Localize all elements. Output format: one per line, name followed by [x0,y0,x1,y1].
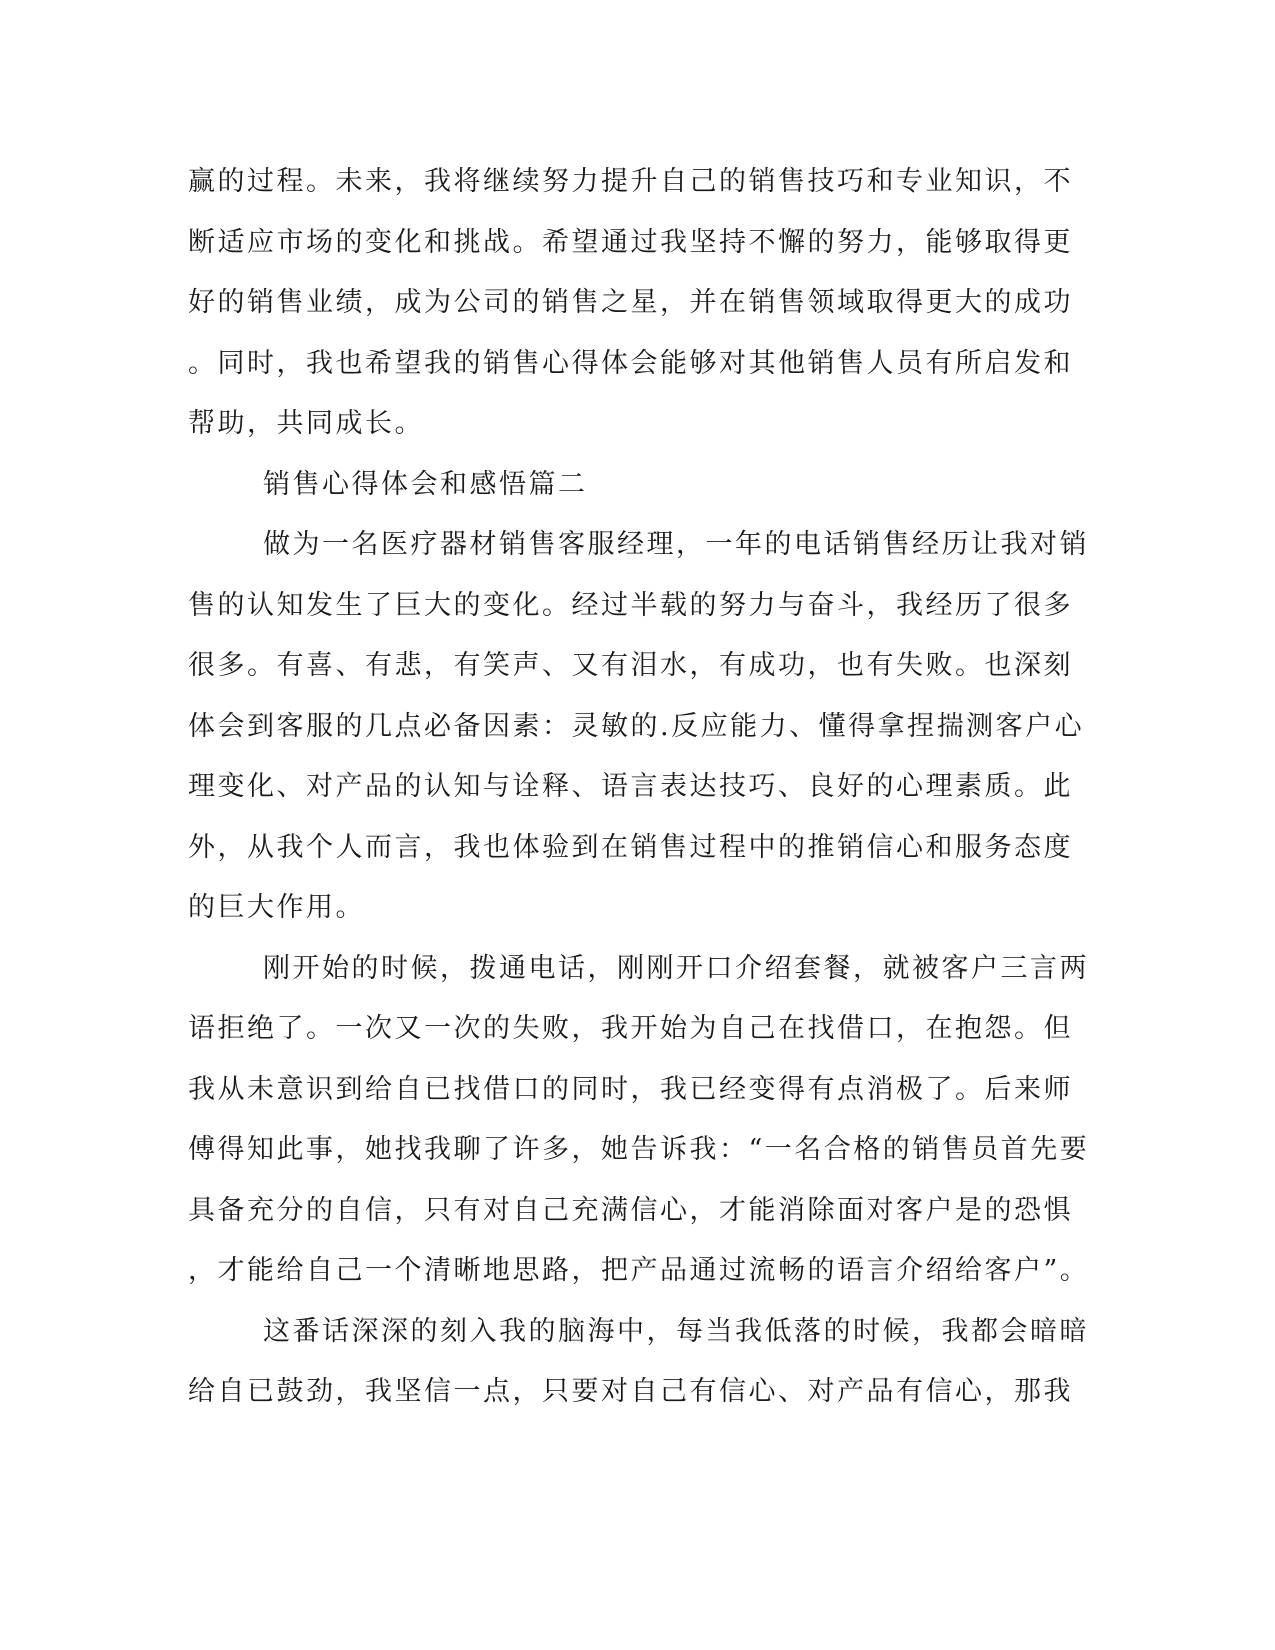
body-line: 傅得知此事，她找我聊了许多，她告诉我：“一名合格的销售员首先要 [188,1134,1090,1165]
body-line: 语拒绝了。一次又一次的失败，我开始为自己在找借口，在抱怨。但 [188,1013,1073,1044]
paragraph-first-line: 做为一名医疗器材销售客服经理，一年的电话销售经历让我对销 [263,529,1089,560]
body-line: 理变化、对产品的认知与诠释、语言表达技巧、良好的心理素质。此 [188,771,1073,802]
document-body [188,152,1090,1423]
body-line: 具备充分的自信，只有对自己充满信心，才能消除面对客户是的恐惧 [188,1194,1073,1226]
body-line: 断适应市场的变化和挑战。希望通过我坚持不懈的努力，能够取得更 [188,226,1073,258]
paragraph-first-line: 刚开始的时候，拨通电话，刚刚开口介绍套餐，就被客户三言两 [263,952,1089,984]
body-line: 我从未意识到给自已找借口的同时，我已经变得有点消极了。后来师 [188,1073,1073,1105]
body-line: 售的认知发生了巨大的变化。经过半载的努力与奋斗，我经历了很多 [188,589,1073,621]
body-line: 好的销售业绩，成为公司的销售之星，并在销售领域取得更大的成功 [188,287,1073,318]
body-line: 体会到客服的几点必备因素：灵敏的.反应能力、懂得拿捏揣测客户心 [188,710,1085,742]
body-line: 帮助，共同成长。 [188,408,424,439]
body-line: 外，从我个人而言，我也体验到在销售过程中的推销信心和服务态度 [188,831,1073,863]
section-heading: 销售心得体会和感悟篇二 [263,468,588,500]
body-line: 赢的过程。未来，我将继续努力提升自己的销售技巧和专业知识，不 [188,166,1073,197]
body-line: ，才能给自己一个清晰地思路，把产品通过流畅的语言介绍给客户”。 [188,1255,1090,1286]
body-line: 。同时，我也希望我的销售心得体会能够对其他销售人员有所启发和 [188,347,1073,379]
paragraph-first-line: 这番话深深的刻入我的脑海中，每当我低落的时候，我都会暗暗 [263,1315,1089,1347]
body-line: 给自已鼓劲，我坚信一点，只要对自己有信心、对产品有信心，那我 [188,1376,1073,1407]
body-line: 很多。有喜、有悲，有笑声、又有泪水，有成功，也有失败。也深刻 [188,650,1073,681]
body-line: 的巨大作用。 [188,892,365,923]
